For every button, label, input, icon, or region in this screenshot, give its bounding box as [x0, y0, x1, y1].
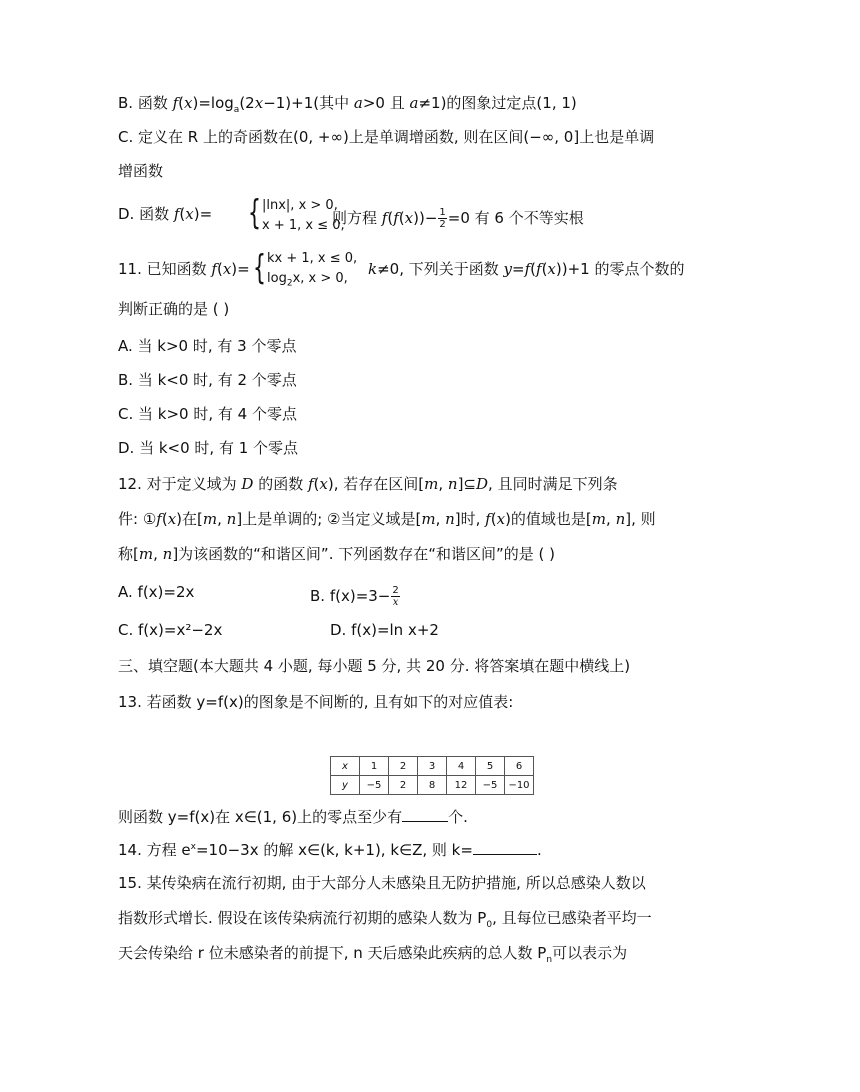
table-cell: y: [331, 776, 360, 795]
q15-line1: 15. 某传染病在流行初期, 由于大部分人未感染且无防护措施, 所以总感染人数以: [118, 874, 646, 892]
table-cell: −10: [505, 776, 534, 795]
table-cell: −5: [360, 776, 389, 795]
q11-option-d: D. 当 k<0 时, 有 1 个零点: [118, 439, 299, 457]
option-d-equation: 则方程 f(f(x))− $\frac{1}{2}$ =0 有 6 个不等实根: [332, 207, 584, 230]
section-3-heading: 三、填空题(本大题共 4 小题, 每小题 5 分, 共 20 分. 将答案填在题中横线上): [118, 657, 631, 675]
answer-blank: [402, 807, 448, 822]
q11-option-c: C. 当 k>0 时, 有 4 个零点: [118, 405, 297, 423]
value-table: [330, 756, 534, 795]
table-cell: 6: [505, 757, 534, 776]
option-d-case1: |lnx|, x > 0,: [262, 198, 338, 213]
option-c-line1: C. 定义在 R 上的奇函数在(0, +∞)上是单调增函数, 则在区间(−∞, 0]上也是单调: [118, 128, 655, 146]
table-cell: −5: [476, 776, 505, 795]
q12-option-d: D. f(x)=ln x+2: [330, 621, 439, 639]
fraction-two-over-x: $\frac{2}{x}$: [392, 585, 399, 608]
option-b: B. 函数 $f(x)=\log_a(2x-1)+1$(其中 a>0 且 a≠1)的图象过定点(1, 1): [118, 94, 577, 115]
piecewise-brace: {: [253, 248, 266, 288]
q12-line3: 称[m, n]为该函数的“和谐区间”. 下列函数存在“和谐区间”的是 ( ): [118, 545, 556, 563]
table-row-y: [331, 776, 534, 795]
option-d-case2: x + 1, x ≤ 0,: [262, 218, 345, 233]
q11-case2: $\log_2x$, x > 0,: [267, 271, 348, 289]
q11-stem: 11. 已知函数 f(x)=: [118, 260, 250, 278]
q15-line3: 天会传染给 r 位未感染者的前提下, n 天后感染此疾病的总人数 $P_n$可以表示为: [118, 944, 628, 965]
option-d: D. 函数 f(x)=: [118, 205, 213, 223]
piecewise-brace: {: [248, 193, 261, 233]
q11-stem-cont: k≠0, 下列关于函数 y=f(f(x))+1 的零点个数的: [368, 260, 685, 278]
q12-option-a: A. f(x)=2x: [118, 583, 195, 601]
q12-option-b: B. f(x)=3− $\frac{2}{x}$: [310, 585, 399, 608]
q12-option-c: C. f(x)=x²−2x: [118, 621, 223, 639]
answer-blank: [473, 840, 537, 855]
q11-line2: 判断正确的是 ( ): [118, 300, 230, 318]
q12-line1: 12. 对于定义域为 D 的函数 f(x), 若存在区间[m, n]⊆D, 且同时满足下列条: [118, 475, 618, 493]
table-cell: 1: [360, 757, 389, 776]
table-cell: 2: [389, 757, 418, 776]
q11-option-b: B. 当 k<0 时, 有 2 个零点: [118, 371, 297, 389]
option-c-line2: 增函数: [118, 162, 164, 180]
q11-option-a: A. 当 k>0 时, 有 3 个零点: [118, 337, 297, 355]
table-cell: 4: [447, 757, 476, 776]
q13-stem: 13. 若函数 y=f(x)的图象是不间断的, 且有如下的对应值表:: [118, 693, 514, 711]
q11-case1: kx + 1, x ≤ 0,: [267, 251, 358, 266]
table-row-x: [331, 757, 534, 776]
table-cell: 8: [418, 776, 447, 795]
q12-line2: 件: ①f(x)在[m, n]上是单调的; ②当定义域是[m, n]时, f(x)的值域也是[m, n], 则: [118, 510, 656, 528]
table-cell: 3: [418, 757, 447, 776]
q15-line2: 指数形式增长. 假设在该传染病流行初期的感染人数为 $P_0$, 且每位已感染者平均一: [118, 909, 652, 930]
table-cell: x: [331, 757, 360, 776]
fraction-one-half: $\frac{1}{2}$: [439, 207, 446, 230]
q13-question: 则函数 y=f(x)在 x∈(1, 6)上的零点至少有 个.: [118, 808, 468, 826]
q14: 14. 方程 $e^x=10-3x$ 的解 x∈(k, k+1), k∈Z, 则 k= .: [118, 841, 542, 859]
table-cell: 5: [476, 757, 505, 776]
table-cell: 12: [447, 776, 476, 795]
table-cell: 2: [389, 776, 418, 795]
